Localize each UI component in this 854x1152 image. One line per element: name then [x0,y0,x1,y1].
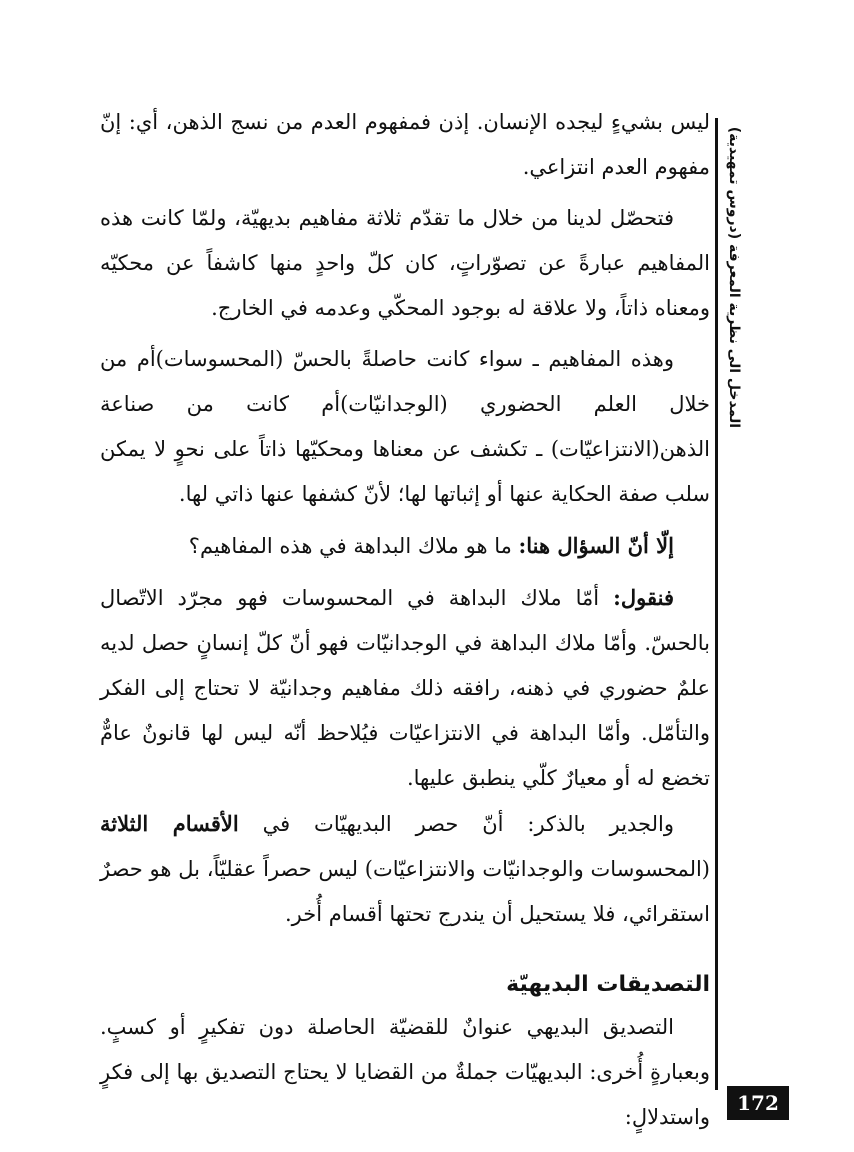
note-text-before: والجدير بالذكر: أنّ حصر البديهيّات في [238,812,674,836]
margin-rule [715,118,718,1090]
question-paragraph [100,523,710,569]
note-bold: الأقسام الثلاثة [100,811,239,836]
answer-text: أمّا ملاك البداهة في المحسوسات فهو مجرّد الاتّصال بالحسّ. وأمّا ملاك البداهة في الوجدانيّات فهو أنّ كلّ إنسانٍ حصل لديه علمٌ حضوري في ذهنه، رافقه ذلك مفاهيم وجدانيّة لا تحتاج إلى الفكر والتأمّل. وأمّا البداهة في الانتزاعيّات فيُلاحظ أنّه ليس لها قانونٌ عامٌّ تخضع له أو معيارٌ كلّي ينطبق عليها. [100,586,710,790]
section-heading: التصديقات البديهيّة [506,972,710,997]
paragraph-1: ليس بشيءٍ ليجده الإنسان. إذن فمفهوم العدم من نسج الذهن، أي: إنّ مفهوم العدم انتزاعي. [100,110,710,179]
note-paragraph [100,801,710,937]
page-body [100,100,710,1140]
page-number: 172 [727,1086,789,1120]
paragraph-2: فتحصّل لدينا من خلال ما تقدّم ثلاثة مفاهيم بديهيّة، ولمّا كانت هذه المفاهيم عبارةً عن تصوّراتٍ، كان كلّ واحدٍ منها كاشفاً عن محكيّه ومعناه ذاتاً، ولا علاقة له بوجود المحكّي وعدمه في الخارج. [100,206,710,320]
question-lead: إلّا أنّ السؤال هنا: [518,533,674,558]
question-text: ما هو ملاك البداهة في هذه المفاهيم؟ [188,534,519,558]
answer-paragraph [100,575,710,801]
paragraph-3: وهذه المفاهيم ـ سواء كانت حاصلةً بالحسّ (المحسوسات)أم من خلال العلم الحضوري (الوجدانيّات)أم كانت من صناعة الذهن(الانتزاعيّات) ـ تكشف عن معناها ومحكيّها ذاتاً على نحوٍ لا يمكن سلب صفة الحكاية عنها أو إثباتها لها؛ لأنّ كشفها عنها ذاتي لها. [100,347,710,506]
running-head: المدخل الى نظرية المعرفة (دروس تمهيدية) [726,126,742,428]
note-text-after: (المحسوسات والوجدانيّات والانتزاعيّات) ليس حصراً عقليّاً، بل هو حصرٌ استقرائي، فلا يستحيل أن يندرج تحتها أقسام أُخر. [100,857,710,926]
section-paragraph: التصديق البديهي عنوانٌ للقضيّة الحاصلة دون تفكيرٍ أو كسبٍ. وبعبارةٍ أُخرى: البديهيّات جملةٌ من القضايا لا يحتاج التصديق بها إلى فكرٍ واستدلالٍ: [100,1015,710,1129]
answer-lead: فنقول: [613,585,674,610]
